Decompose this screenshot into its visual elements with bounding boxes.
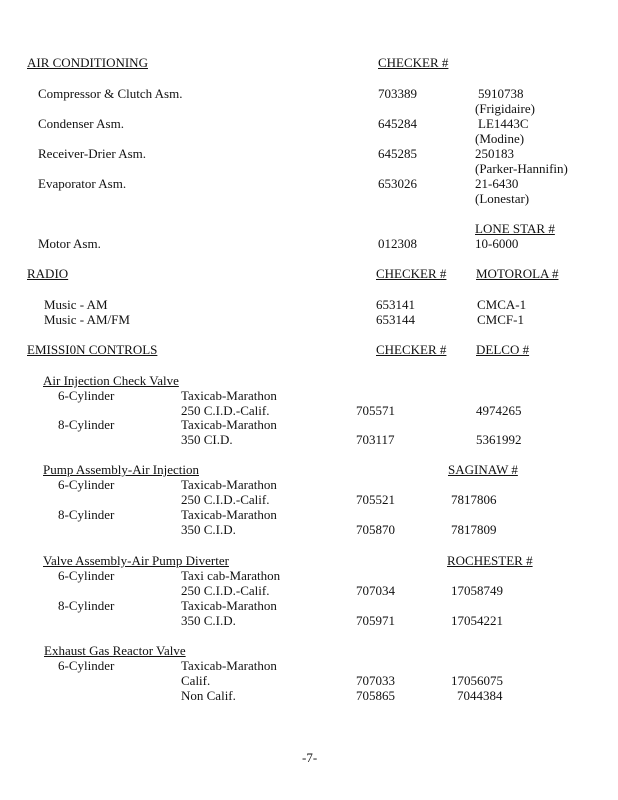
section-heading-air-conditioning: AIR CONDITIONING xyxy=(27,55,148,70)
group-title: Valve Assembly-Air Pump Diverter xyxy=(43,553,229,568)
description: Non Calif. xyxy=(181,688,236,703)
description: Taxicab-Marathon xyxy=(181,477,277,492)
checker-number: 653144 xyxy=(376,312,415,327)
part-name: Receiver-Drier Asm. xyxy=(38,146,147,161)
checker-number: 703389 xyxy=(378,86,417,101)
delco-column-header: DELCO # xyxy=(476,342,530,357)
checker-column-header: CHECKER # xyxy=(376,266,447,281)
part-name: Compressor & Clutch Asm. xyxy=(38,86,183,101)
cylinder-label: 8-Cylinder xyxy=(58,598,115,613)
checker-column-header: CHECKER # xyxy=(376,342,447,357)
description: 350 C.I.D. xyxy=(181,522,236,537)
checker-number: 703117 xyxy=(356,432,395,447)
description: 250 C.I.D.-Calif. xyxy=(181,583,270,598)
part-name: Condenser Asm. xyxy=(38,116,124,131)
vendor-number: CMCF-1 xyxy=(477,312,524,327)
part-name: Music - AM/FM xyxy=(44,312,130,327)
vendor-number: 7817809 xyxy=(451,522,497,537)
vendor-name: (Frigidaire) xyxy=(475,101,535,116)
description: Taxicab-Marathon xyxy=(181,598,277,613)
checker-number: 653141 xyxy=(376,297,415,312)
lone-star-column-header: LONE STAR # xyxy=(475,221,555,236)
cylinder-label: 8-Cylinder xyxy=(58,417,115,432)
description: Taxicab-Marathon xyxy=(181,417,277,432)
group-title: Pump Assembly-Air Injection xyxy=(43,462,199,477)
vendor-number: 21-6430 xyxy=(475,176,519,191)
checker-number: 707033 xyxy=(356,673,395,688)
checker-number: 012308 xyxy=(378,236,417,251)
vendor-number: 250183 xyxy=(475,146,514,161)
vendor-number: 4974265 xyxy=(476,403,522,418)
part-name: Motor Asm. xyxy=(38,236,101,251)
vendor-number: CMCA-1 xyxy=(477,297,527,312)
vendor-number: 17054221 xyxy=(451,613,503,628)
part-name: Music - AM xyxy=(44,297,108,312)
description: 250 C.I.D.-Calif. xyxy=(181,403,270,418)
description: Taxicab-Marathon xyxy=(181,507,277,522)
saginaw-column-header: SAGINAW # xyxy=(448,462,518,477)
part-name: Evaporator Asm. xyxy=(38,176,127,191)
cylinder-label: 8-Cylinder xyxy=(58,507,115,522)
page-number: -7- xyxy=(302,750,318,765)
cylinder-label: 6-Cylinder xyxy=(58,388,115,403)
vendor-name: (Modine) xyxy=(475,131,525,146)
description: Calif. xyxy=(181,673,211,688)
checker-number: 645284 xyxy=(378,116,417,131)
description: 350 CI.D. xyxy=(181,432,233,447)
description: 250 C.I.D.-Calif. xyxy=(181,492,270,507)
vendor-number: 5361992 xyxy=(476,432,522,447)
vendor-number: 7044384 xyxy=(457,688,503,703)
cylinder-label: 6-Cylinder xyxy=(58,658,115,673)
group-title: Exhaust Gas Reactor Valve xyxy=(44,643,186,658)
checker-number: 645285 xyxy=(378,146,417,161)
checker-number: 705571 xyxy=(356,403,395,418)
vendor-number: LE1443C xyxy=(478,116,529,131)
checker-number: 705521 xyxy=(356,492,395,507)
checker-column-header: CHECKER # xyxy=(378,55,449,70)
description: Taxicab-Marathon xyxy=(181,388,277,403)
cylinder-label: 6-Cylinder xyxy=(58,477,115,492)
checker-number: 707034 xyxy=(356,583,395,598)
section-heading-emission-controls: EMISSI0N CONTROLS xyxy=(27,342,158,357)
vendor-number: 10-6000 xyxy=(475,236,519,251)
vendor-number: 7817806 xyxy=(451,492,497,507)
checker-number: 705971 xyxy=(356,613,395,628)
checker-number: 705865 xyxy=(356,688,395,703)
checker-number: 705870 xyxy=(356,522,395,537)
checker-number: 653026 xyxy=(378,176,417,191)
rochester-column-header: ROCHESTER # xyxy=(447,553,533,568)
vendor-number: 5910738 xyxy=(478,86,524,101)
vendor-name: (Parker-Hannifin) xyxy=(475,161,568,176)
vendor-name: (Lonestar) xyxy=(475,191,530,206)
section-heading-radio: RADIO xyxy=(27,266,69,281)
vendor-number: 17058749 xyxy=(451,583,503,598)
cylinder-label: 6-Cylinder xyxy=(58,568,115,583)
group-title: Air Injection Check Valve xyxy=(43,373,179,388)
description: Taxi cab-Marathon xyxy=(181,568,281,583)
description: 350 C.I.D. xyxy=(181,613,236,628)
vendor-number: 17056075 xyxy=(451,673,503,688)
motorola-column-header: MOTOROLA # xyxy=(476,266,559,281)
description: Taxicab-Marathon xyxy=(181,658,277,673)
